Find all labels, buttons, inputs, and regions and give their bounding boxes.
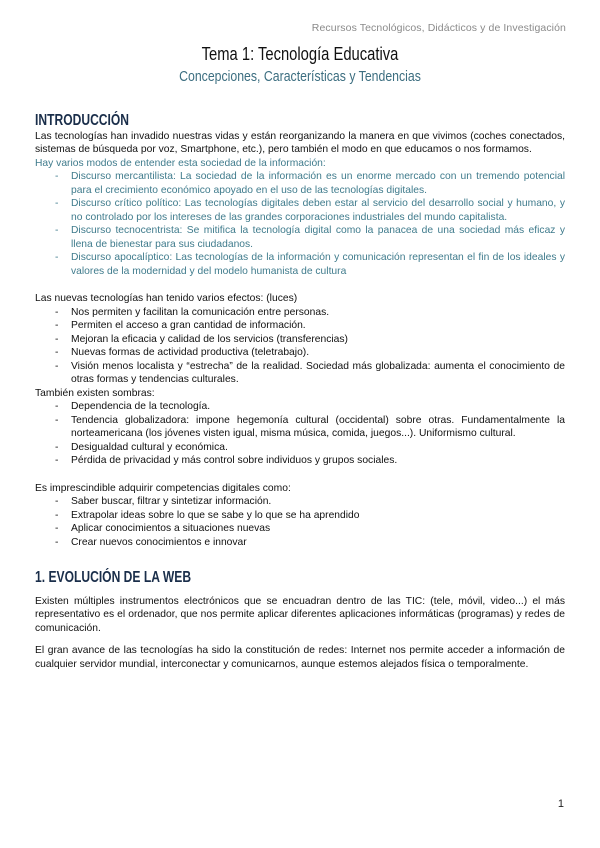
page-subtitle: Concepciones, Características y Tendencias xyxy=(179,68,421,85)
shadows-list xyxy=(35,400,565,468)
list-item: - Saber buscar, filtrar y sintetizar información. xyxy=(35,495,565,509)
list-item: - Aplicar conocimientos a situaciones nuevas xyxy=(35,522,565,536)
page-number: 1 xyxy=(557,798,564,810)
list-item: - Discurso tecnocentrista: Se mitifica la tecnología digital como la panacea de una sociedad más eficaz y llena de bienestar para sus ciudadanos. xyxy=(35,224,565,251)
running-header: Recursos Tecnológicos, Didácticos y de Investigación xyxy=(311,22,566,34)
shadows-intro: También existen sombras: xyxy=(35,387,155,399)
list-item: - Desigualdad cultural y económica. xyxy=(35,441,565,455)
list-item: - Nos permiten y facilitan la comunicación entre personas. xyxy=(35,306,565,320)
list-item: - Mejoran la eficacia y calidad de los servicios (transferencias) xyxy=(35,333,565,347)
list-item: - Permiten el acceso a gran cantidad de información. xyxy=(35,319,565,333)
modes-list xyxy=(35,170,565,278)
skills-intro: Es imprescindible adquirir competencias digitales como: xyxy=(35,482,291,494)
page-title: Tema 1: Tecnología Educativa xyxy=(201,44,399,64)
list-item: - Dependencia de la tecnología. xyxy=(35,400,565,414)
effects-intro: Las nuevas tecnologías han tenido varios efectos: (luces) xyxy=(35,293,298,304)
section1-paragraph-1: Existen múltiples instrumentos electrónicos que se encuadran dentro de las TIC: (tele, móvil, video...) el más representativo es el ordenador, que nos permite aplicar diferentes aplicaciones informáticas (programas) y redes de comunicación. xyxy=(35,595,565,634)
section1-heading: 1. EVOLUCIÓN DE LA WEB xyxy=(35,569,192,586)
list-item: - Visión menos localista y “estrecha” de la realidad. Sociedad más globalizada: aumenta el conocimiento de otras formas y tendencias culturales. xyxy=(35,360,565,387)
list-item: - Extrapolar ideas sobre lo que se sabe y lo que se ha aprendido xyxy=(35,509,565,523)
effects-list xyxy=(35,306,565,387)
list-item: - Crear nuevos conocimientos e innovar xyxy=(35,536,565,550)
list-item: - Discurso mercantilista: La sociedad de la información es un enorme mercado con un tremendo potencial para el crecimiento económico apoyado en el uso de las tecnologías digitales. xyxy=(35,170,565,197)
list-item: - Nuevas formas de actividad productiva (teletrabajo). xyxy=(35,346,565,360)
list-item: - Pérdida de privacidad y más control sobre individuos y grupos sociales. xyxy=(35,454,565,468)
modes-intro: Hay varios modos de entender esta sociedad de la información: xyxy=(35,157,326,169)
document-body xyxy=(35,114,565,671)
list-item: - Discurso apocalíptico: Las tecnologías de la información y comunicación representan el fin de los ideales y valores de la modernidad y del modelo humanista de cultura xyxy=(35,251,565,278)
skills-list xyxy=(35,495,565,549)
intro-paragraph: Las tecnologías han invadido nuestras vidas y están reorganizando la manera en que vivimos (coches conectados, sistemas de búsqueda por voz, Smartphone, etc.), pero también el modo en que educamos o nos formamos. xyxy=(35,130,565,155)
section1-paragraph-2: El gran avance de las tecnologías ha sido la constitución de redes: Internet nos permite acceder a información de cualquier servidor mundial, interconectar y comunicarnos, aunque estemos alejados física o temporalmente. xyxy=(35,645,565,670)
list-item: - Discurso crítico político: Las tecnologías digitales deben estar al servicio del desarrollo social y humano, y no controlado por los intereses de las grandes corporaciones industriales del mundo capitalista. xyxy=(35,197,565,224)
title-block xyxy=(0,44,600,85)
intro-heading: INTRODUCCIÓN xyxy=(35,112,130,129)
list-item: - Tendencia globalizadora: impone hegemonía cultural (occidental) sobre otras. Fundamentalmente la norteamericana (los jóvenes visten igual, misma música, comida, juegos...). Uniformismo cultural. xyxy=(35,414,565,441)
